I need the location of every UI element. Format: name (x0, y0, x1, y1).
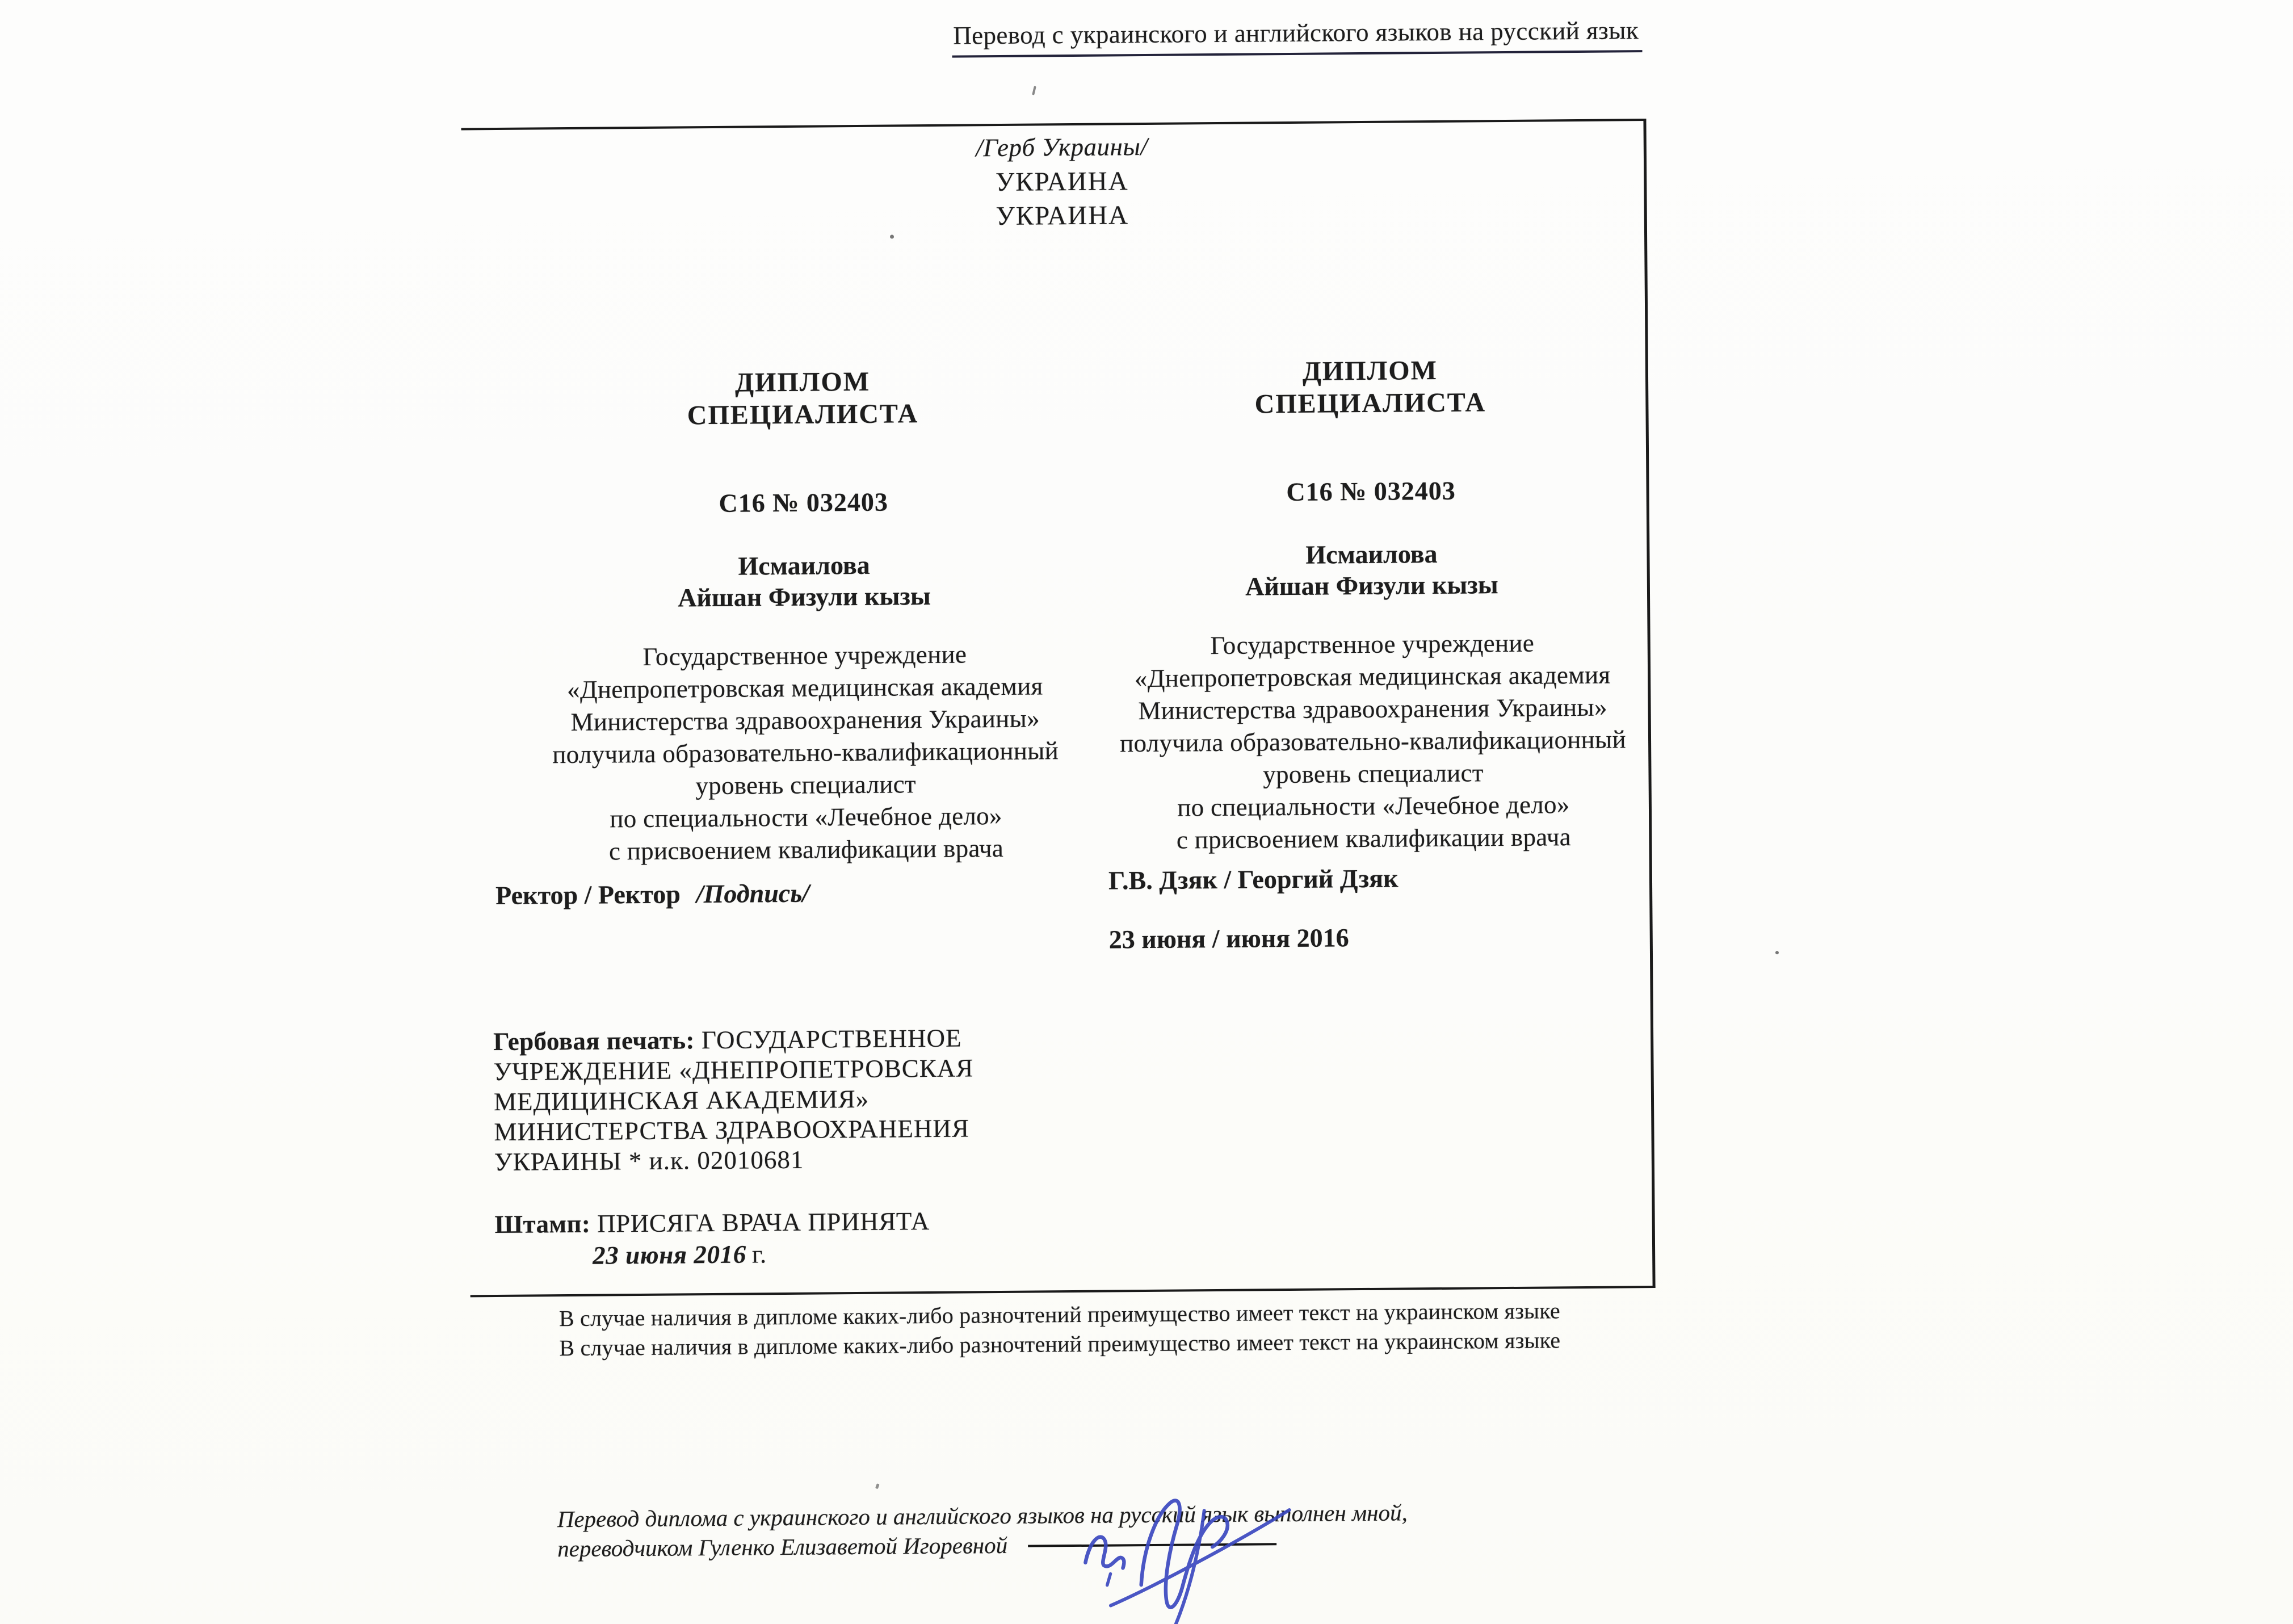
rector-name: Г.В. Дзяк / Георгий Дзяк (1108, 863, 1399, 895)
holder-given-name: Айшан Физули кызы (1245, 570, 1498, 601)
stamp-date: 23 июня 2016 (592, 1240, 747, 1270)
scan-speck (890, 234, 894, 238)
diploma-title-line-1: ДИПЛОМ (1302, 355, 1438, 387)
seal-line: УЧРЕЖДЕНИЕ «ДНЕПРОПЕТРОВСКАЯ (493, 1054, 974, 1086)
emblem-block (846, 131, 1278, 231)
holder-surname: Исмаилова (738, 550, 870, 581)
signature-placeholder: /Подпись/ (696, 878, 810, 909)
diploma-column-right (1092, 353, 1652, 857)
body-line: получила образовательно-квалификационный (1119, 725, 1627, 758)
body-line: с присвоением квалификации врача (1176, 823, 1572, 854)
holder-given-name: Айшан Физули кызы (678, 581, 931, 612)
seal-line: МИНИСТЕРСТВА ЗДРАВООХРАНЕНИЯ (494, 1114, 970, 1147)
stamp-annotation (494, 1205, 930, 1272)
holder-name (1093, 536, 1650, 603)
country-line-2: УКРАИНА (996, 200, 1129, 232)
issue-date: 23 июня / июня 2016 (1108, 923, 1349, 954)
seal-line (493, 1023, 1027, 1057)
body-line: уровень специалист (1263, 758, 1484, 789)
rector-signature-row (495, 878, 809, 910)
holder-surname: Исмаилова (1305, 539, 1438, 569)
body-line: Государственное учреждение (642, 640, 967, 671)
body-line: «Днепропетровская медицинская академия (1134, 660, 1611, 693)
diploma-title (524, 364, 1081, 433)
stamp-date-row (495, 1237, 930, 1272)
seal-line: УКРАИНЫ * и.к. 02010681 (494, 1145, 804, 1177)
diploma-body-text (527, 637, 1085, 868)
translator-note-line-2: переводчиком Гуленко Елизаветой Игоревной (557, 1531, 1008, 1562)
body-line: «Днепропетровская медицинская академия (566, 672, 1043, 704)
body-line: Министерства здравоохранения Украины» (570, 704, 1040, 736)
translation-direction-note: Перевод с украинского и английского языков на русский язык (952, 15, 1642, 58)
diploma-column-left (524, 364, 1085, 868)
country-line-1: УКРАИНА (995, 166, 1129, 198)
diploma-title-line-1: ДИПЛОМ (734, 366, 871, 398)
body-line: получила образовательно-квалификационный (552, 736, 1059, 769)
scan-speck (1032, 86, 1036, 95)
seal-annotation (493, 1023, 1028, 1177)
holder-name (526, 548, 1082, 615)
diploma-title-line-2: СПЕЦИАЛИСТА (687, 398, 919, 431)
diploma-body-text (1094, 626, 1652, 857)
seal-line: МЕДИЦИНСКАЯ АКАДЕМИЯ» (493, 1084, 870, 1117)
scan-speck (1775, 951, 1779, 954)
body-line: по специальности «Лечебное дело» (610, 801, 1002, 833)
body-line: уровень специалист (695, 770, 917, 800)
stamp-line (494, 1205, 930, 1240)
body-line: с присвоением квалификации врача (608, 833, 1004, 866)
diploma-series-number: С16 № 032403 (719, 487, 889, 518)
diploma-series-number: С16 № 032403 (1286, 476, 1456, 507)
seal-label: Гербовая печать: (493, 1026, 695, 1056)
discrepancy-note-2: В случае наличия в дипломе каких-либо разночтений преимущество имеет текст на украинском языке (559, 1327, 1561, 1361)
diploma-title (1092, 353, 1649, 422)
body-line: по специальности «Лечебное дело» (1177, 790, 1570, 822)
seal-text: ГОСУДАРСТВЕННОЕ (701, 1023, 962, 1055)
body-line: Государственное учреждение (1210, 628, 1535, 660)
stamp-date-suffix: г. (751, 1240, 767, 1269)
discrepancy-note-1: В случае наличия в дипломе каких-либо разночтений преимущество имеет текст на украинском языке (558, 1298, 1561, 1332)
rector-label: Ректор / Ректор (495, 879, 681, 910)
body-line: Министерства здравоохранения Украины» (1138, 693, 1607, 725)
diploma-title-line-2: СПЕЦИАЛИСТА (1254, 387, 1486, 419)
handwritten-signature (1055, 1475, 1317, 1624)
stamp-text: ПРИСЯГА ВРАЧА ПРИНЯТА (597, 1207, 930, 1238)
scan-speck (875, 1483, 880, 1489)
coat-of-arms-note: /Герб Украины/ (976, 132, 1148, 162)
stamp-label: Штамп: (494, 1209, 591, 1239)
translator-note-line-1: Перевод диплома с украинского и английского языков на русский язык выполнен мной, (557, 1499, 1408, 1533)
